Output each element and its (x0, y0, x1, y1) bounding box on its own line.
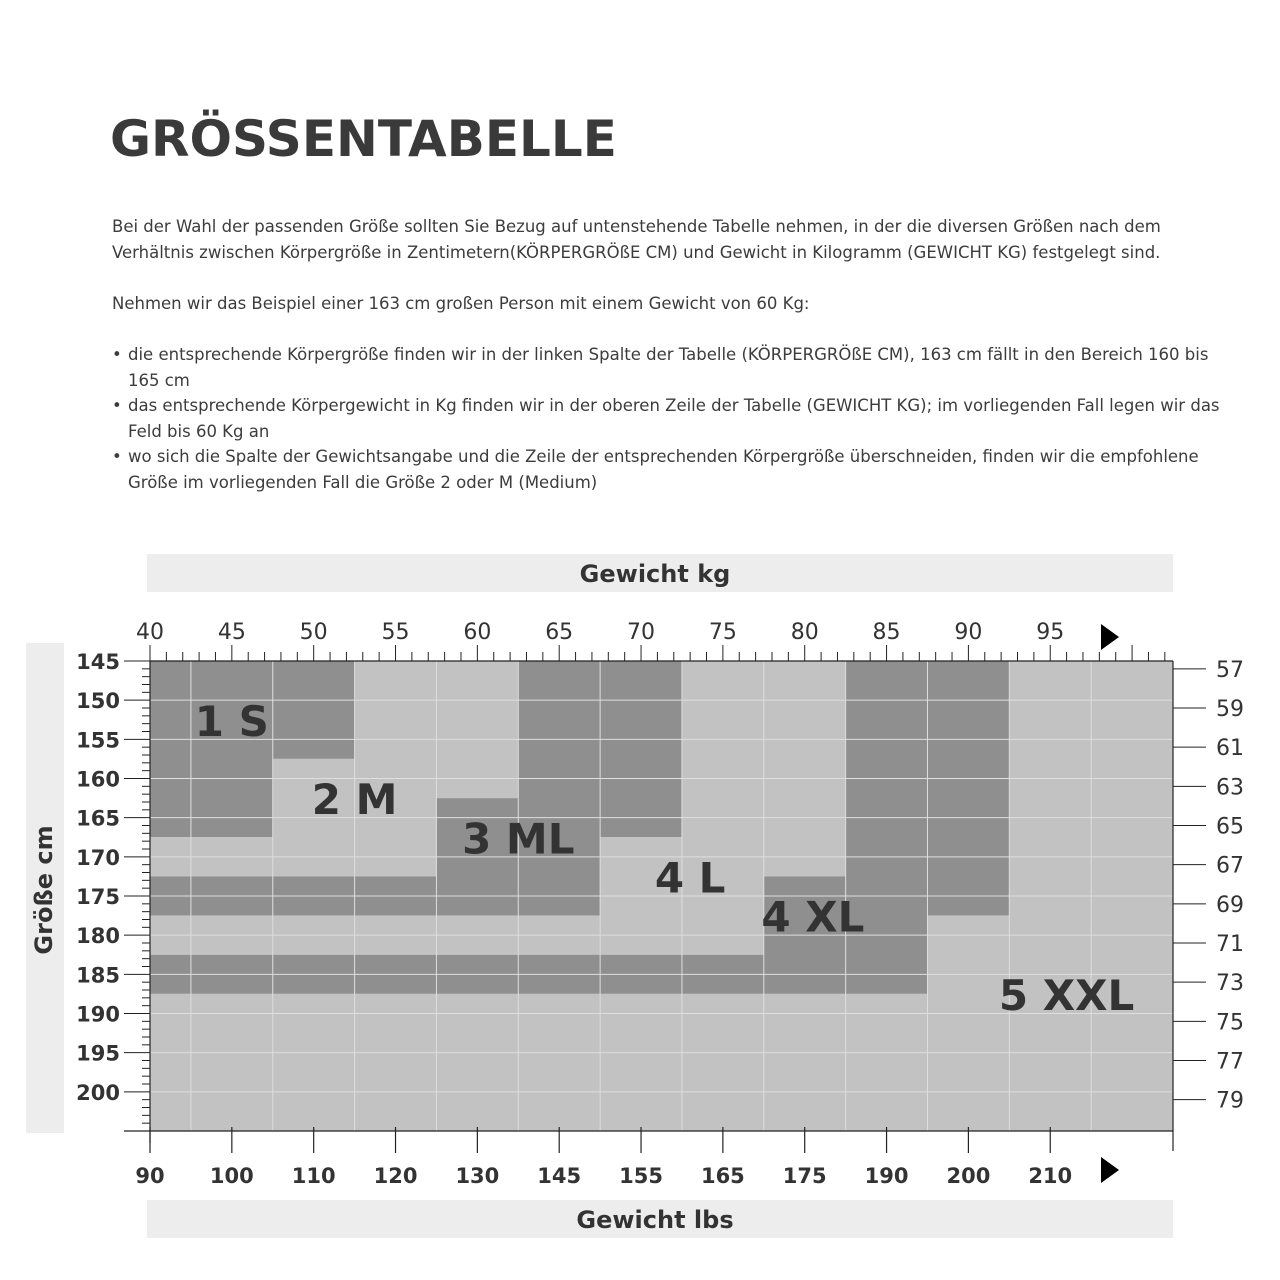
instruction-item: • wo sich die Spalte der Gewichtsangabe und die Zeile der entsprechenden Körpergröße überschneiden, finden wir die empfohlene Größe im vorliegenden Fall die Größe 2 oder M (Medium) (112, 444, 1222, 495)
right-tick-label: 63 (1216, 775, 1244, 801)
lbs-tick-label: 175 (782, 1164, 827, 1188)
lbs-tick-label: 210 (1028, 1164, 1073, 1188)
cm-tick-label: 150 (76, 689, 120, 714)
lbs-tick-label: 100 (209, 1164, 254, 1188)
cm-tick-label: 155 (76, 728, 120, 753)
top-axis-title: Gewicht kg (579, 560, 731, 588)
size-label: 2 M (311, 775, 398, 825)
right-tick-label: 71 (1216, 932, 1244, 957)
size-label: 4 L (654, 853, 726, 903)
lbs-tick-label: 165 (700, 1164, 745, 1188)
size-label: 1 S (194, 696, 269, 746)
right-tick-label: 77 (1216, 1049, 1244, 1075)
lbs-tick-label: 120 (373, 1164, 418, 1188)
right-tick-label: 69 (1216, 892, 1244, 918)
right-tick-label: 79 (1216, 1088, 1244, 1114)
cm-tick-label: 175 (76, 885, 120, 909)
kg-tick-label: 40 (136, 620, 164, 645)
left-axis-title: Größe cm (30, 825, 58, 955)
kg-tick-label: 65 (545, 620, 574, 645)
kg-tick-label: 55 (381, 620, 410, 645)
right-tick-label: 75 (1216, 1010, 1244, 1036)
lbs-tick-label: 110 (291, 1164, 336, 1188)
cm-tick-label: 180 (76, 924, 120, 949)
right-tick-label: 67 (1216, 853, 1244, 879)
cm-tick-label: 160 (76, 767, 120, 792)
intro-paragraph-2: Nehmen wir das Beispiel einer 163 cm großen Person mit einem Gewicht von 60 Kg: (112, 293, 810, 313)
page-title: GRÖSSENTABELLE (110, 110, 617, 168)
size-label: 5 XXL (998, 970, 1135, 1020)
kg-tick-label: 60 (463, 620, 492, 645)
cm-tick-label: 190 (76, 1002, 120, 1027)
intro-paragraph-1: Bei der Wahl der passenden Größe sollten Sie Bezug auf untenstehende Tabelle nehmen, in der die diversen Größen nach dem Verhältnis zwischen Körpergröße in Zentimetern(KÖRPERGRÖßE CM) und Gewicht in Kilogramm (GEWICHT KG) festgelegt sind. (112, 217, 1161, 262)
kg-tick-label: 70 (627, 620, 656, 645)
kg-tick-label: 80 (790, 620, 819, 645)
kg-axis-arrow-icon (1101, 624, 1119, 650)
instruction-item: • die entsprechende Körpergröße finden wir in der linken Spalte der Tabelle (KÖRPERGRÖßE CM), 163 cm fällt in den Bereich 160 bis 165 cm (112, 342, 1222, 393)
lbs-tick-label: 90 (135, 1164, 165, 1188)
right-tick-label: 73 (1216, 971, 1244, 997)
cm-tick-label: 185 (76, 963, 120, 988)
kg-tick-label: 45 (217, 620, 246, 645)
lbs-tick-label: 190 (864, 1164, 909, 1188)
right-tick-label: 65 (1216, 814, 1244, 840)
size-label: 3 ML (462, 814, 575, 864)
lbs-tick-label: 130 (455, 1164, 500, 1188)
right-tick-label: 57 (1216, 657, 1244, 683)
bottom-axis-title: Gewicht lbs (576, 1206, 734, 1234)
cm-tick-label: 145 (76, 650, 120, 674)
cm-tick-label: 195 (76, 1041, 120, 1066)
cm-tick-label: 200 (76, 1080, 120, 1105)
kg-tick-label: 85 (872, 620, 901, 645)
kg-tick-label: 50 (299, 620, 328, 645)
cm-tick-label: 165 (76, 806, 120, 831)
lbs-axis-arrow-icon (1101, 1157, 1119, 1183)
kg-tick-label: 95 (1036, 620, 1065, 645)
lbs-tick-label: 200 (946, 1164, 991, 1188)
size-label: 4 XL (761, 892, 865, 942)
kg-tick-label: 90 (954, 620, 983, 645)
instruction-item: • das entsprechende Körpergewicht in Kg finden wir in der oberen Zeile der Tabelle (GEWICHT KG); im vorliegenden Fall legen wir das Feld bis 60 Kg an (112, 393, 1222, 444)
lbs-tick-label: 145 (537, 1164, 582, 1188)
kg-tick-label: 75 (708, 620, 737, 645)
cm-tick-label: 170 (76, 845, 120, 870)
lbs-tick-label: 155 (619, 1164, 663, 1188)
right-tick-label: 59 (1216, 697, 1244, 722)
right-tick-label: 61 (1216, 736, 1244, 762)
